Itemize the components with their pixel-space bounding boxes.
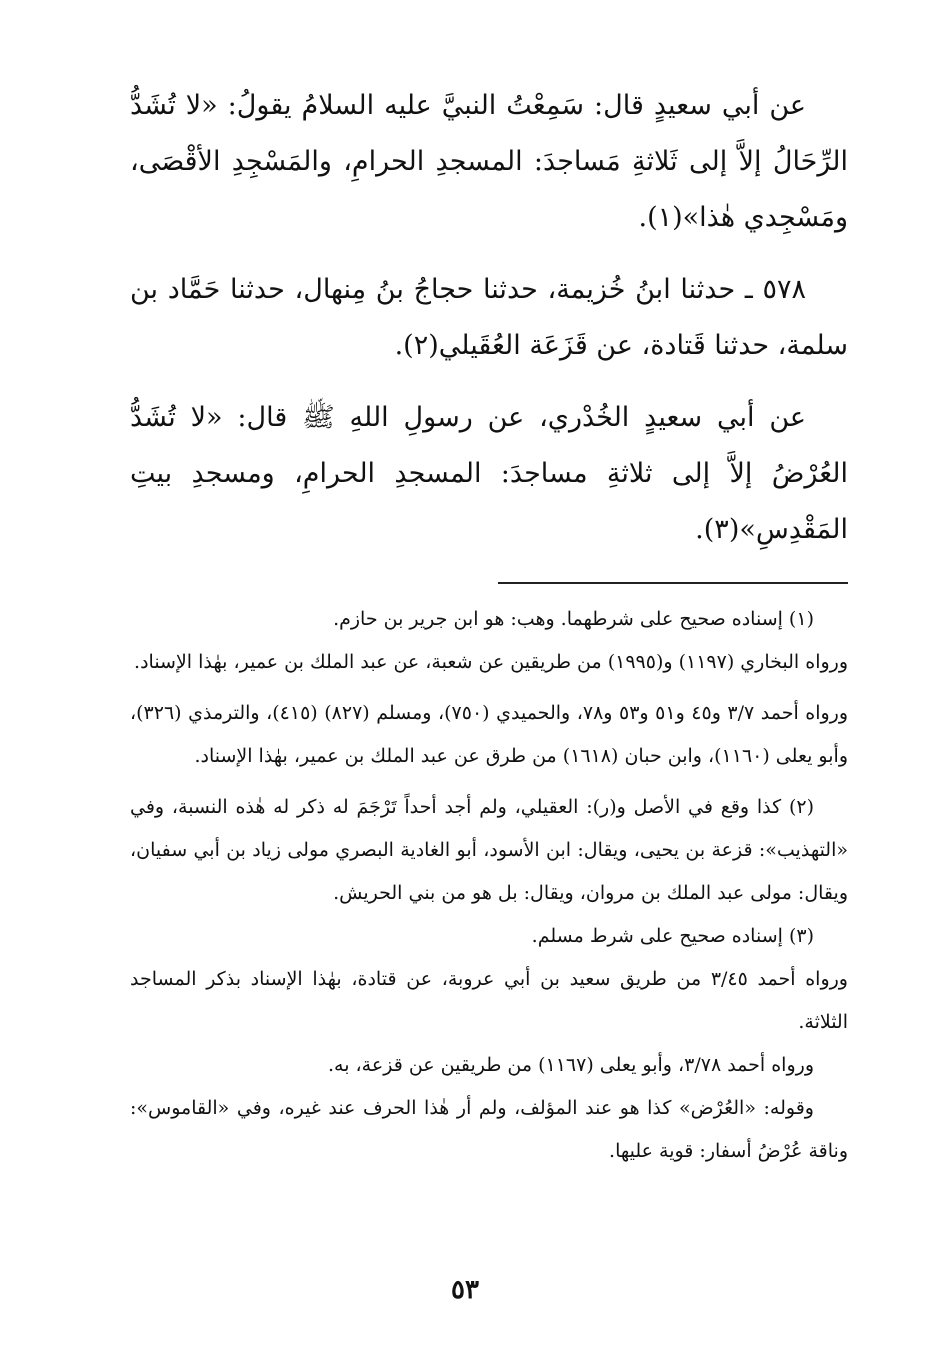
footnote-1-body: ورواه أحمد ٣/٧ و٤٥ و٥١ و٥٣ و٧٨، والحميدي (٧٥٠)، ومسلم (٨٢٧) (٤١٥)، والترمذي (٣٢٦)، وأبو يعلى (١١٦٠)، وابن حبان (١٦١٨) من طرق عن عبد الملك بن عمير، بهٰذا الإسناد. [130, 702, 849, 767]
footnote-2: (٢) كذا وقع في الأصل و(ر): العقيلي، ولم أجد أحداً تَرْجَمَ له ذكر له هٰذه النسبة، وفي «التهذيب»: قزعة بن يحيى، ويقال: ابن الأسود، أبو الغادية البصري مولى زياد بن أبي سفيان، ويقال: مولى عبد الملك بن مروان، ويقال: بل هو من بني الحريش. [130, 796, 848, 904]
footnote-1-body: ورواه البخاري (١١٩٧) و(١٩٩٥) من طريقين عن شعبة، عن عبد الملك بن عمير، بهٰذا الإسناد. [134, 651, 848, 673]
footnote-3-body: ورواه أحمد ٣/٧٨، وأبو يعلى (١١٦٧) من طريقين عن قزعة، به. [328, 1054, 814, 1076]
footnote-3-body: ورواه أحمد ٣/٤٥ من طريق سعيد بن أبي عروبة، عن قتادة، بهٰذا الإسناد بذكر المساجد الثلاثة. [130, 968, 848, 1033]
page-number: ٥٣ [451, 1275, 479, 1305]
footnotes [130, 598, 848, 1173]
footnote-3-body: وقوله: «العُرْض» كذا هو عند المؤلف، ولم أر هٰذا الحرف عند غيره، وفي «القاموس»: وناقة عُرْضُ أسفار: قوية عليها. [130, 1097, 848, 1162]
footnote-3-line: (٣) إسناده صحيح على شرط مسلم. [531, 925, 814, 947]
footnote-1-line: (١) إسناده صحيح على شرطهما. وهب: هو ابن جرير بن حازم. [333, 608, 814, 630]
page-content [130, 78, 848, 1173]
hadith-paragraph-1: عن أبي سعيدٍ قال: سَمِعْتُ النبيَّ عليه السلامُ يقولُ: «لا تُشَدُّ الرِّحَالُ إلاَّ إلى ثَلاثةِ مَساجدَ: المسجدِ الحرامِ، والمَسْجِدِ الأقْصَى، ومَسْجِدي هٰذا»(١). [130, 90, 848, 233]
hadith-chain-578: ٥٧٨ ـ حدثنا ابنُ خُزيمة، حدثنا حجاجُ بنُ مِنهال، حدثنا حَمَّاد بن سلمة، حدثنا قَتادة، عن قَزَعَة العُقَيلي(٢). [130, 274, 848, 361]
footnote-separator [498, 582, 848, 584]
main-text [130, 78, 848, 558]
hadith-paragraph-2: عن أبي سعيدٍ الخُدْري، عن رسولِ اللهِ ﷺ قال: «لا تُشَدُّ العُرْضُ إلاَّ إلى ثلاثةِ مساجدَ: المسجدِ الحرامِ، ومسجدِ بيتِ المَقْدِسِ»(٣). [130, 402, 848, 545]
